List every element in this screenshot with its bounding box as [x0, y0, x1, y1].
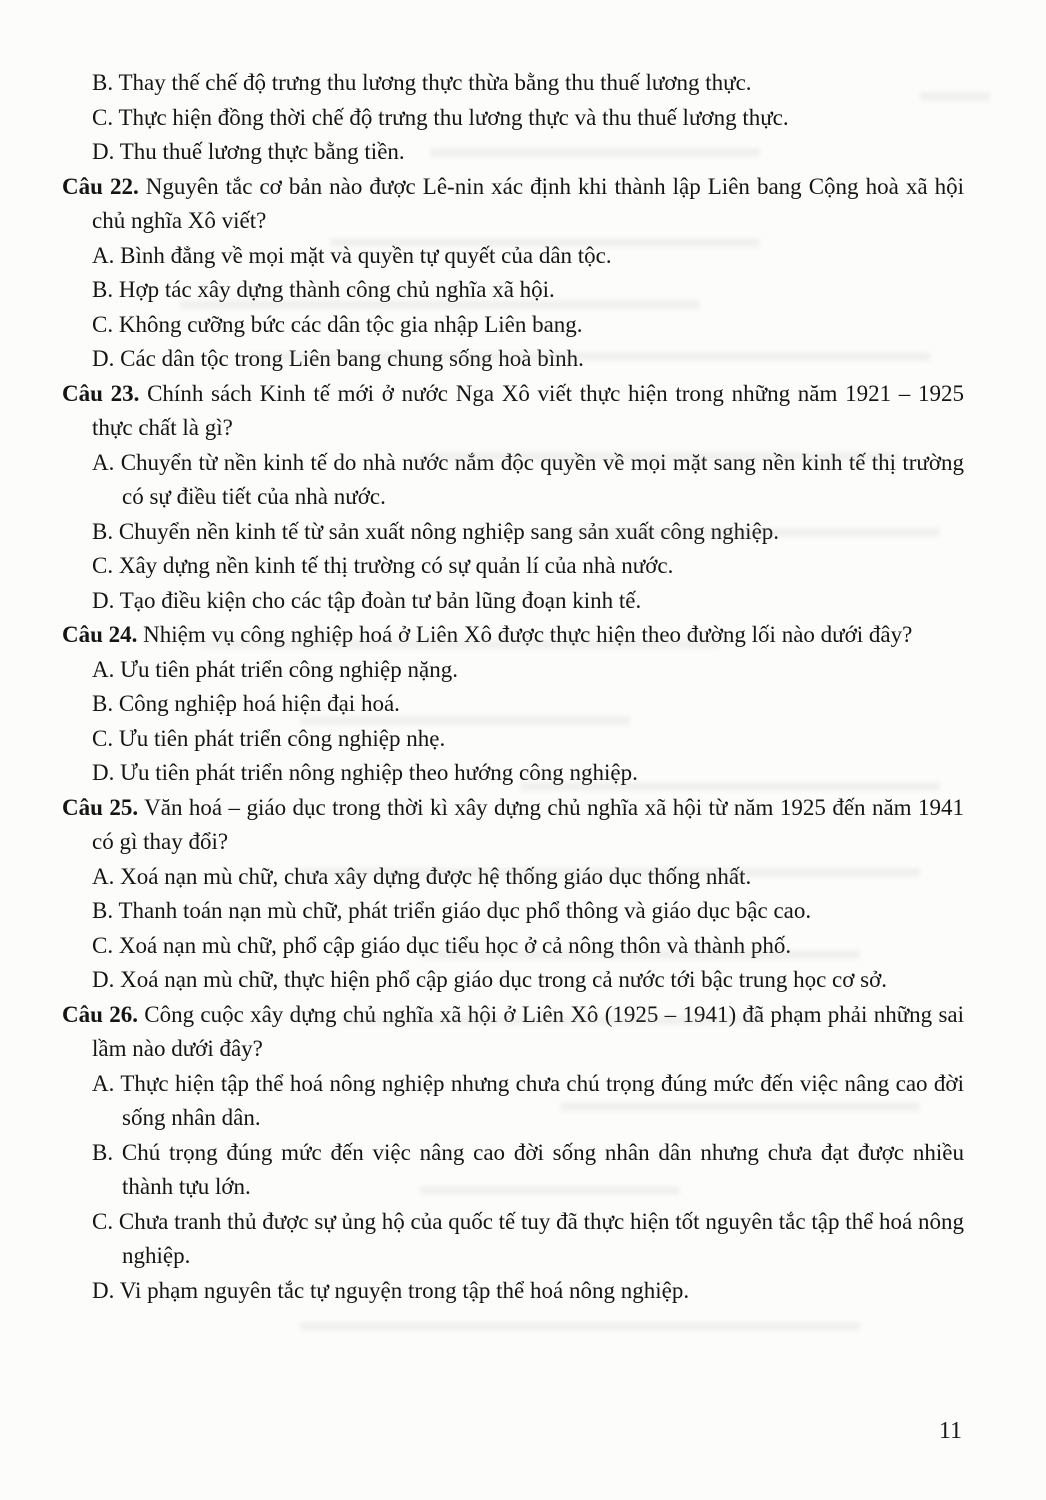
option-letter: C.: [92, 725, 114, 751]
answer-option: [62, 1067, 964, 1136]
option-letter: C.: [92, 311, 114, 337]
option-letter: D.: [92, 346, 115, 371]
option-text: Xoá nạn mù chữ, thực hiện phổ cập giáo dục trong cả nước tới bậc trung học cơ sở.: [120, 967, 888, 992]
answer-option: [62, 549, 964, 584]
option-text: Thay thế chế độ trưng thu lương thực thừa bằng thu thuế lương thực.: [118, 70, 752, 95]
option-text: Ưu tiên phát triển nông nghiệp theo hướng công nghiệp.: [120, 760, 638, 785]
question-text: Văn hoá – giáo dục trong thời kì xây dựng chủ nghĩa xã hội từ năm 1925 đến năm 1941 có gì thay đổi?: [92, 794, 964, 854]
option-letter: A.: [92, 656, 115, 682]
answer-option: [62, 756, 964, 791]
option-letter: A.: [92, 242, 115, 268]
option-text: Ưu tiên phát triển công nghiệp nặng.: [120, 656, 458, 682]
answer-option: [62, 722, 964, 757]
answer-option: [62, 929, 964, 964]
option-text: Chú trọng đúng mức đến việc nâng cao đời sống nhân dân nhưng chưa đạt được nhiều thành tựu lớn.: [121, 1139, 964, 1199]
option-letter: D.: [92, 967, 115, 992]
option-text: Chưa tranh thủ được sự ủng hộ của quốc tế tuy đã thực hiện tốt nguyên tắc tập thể hoá nông nghiệp.: [118, 1208, 965, 1268]
option-letter: B.: [92, 70, 114, 95]
question-text: Chính sách Kinh tế mới ở nước Nga Xô viết thực hiện trong những năm 1921 – 1925 thực chất là gì?: [92, 380, 965, 440]
option-text: Công nghiệp hoá hiện đại hoá.: [118, 691, 400, 716]
option-text: Vi phạm nguyên tắc tự nguyện trong tập thể hoá nông nghiệp.: [119, 1277, 690, 1303]
option-text: Tạo điều kiện cho các tập đoàn tư bản lũng đoạn kinh tế.: [119, 587, 642, 613]
answer-option: [62, 860, 964, 895]
option-letter: C.: [92, 104, 114, 130]
answer-option: [62, 446, 964, 515]
answer-option: [62, 1205, 964, 1274]
option-letter: D.: [92, 1277, 115, 1303]
question: [62, 377, 964, 446]
option-text: Hợp tác xây dựng thành công chủ nghĩa xã hội.: [118, 277, 555, 302]
answer-option: [62, 963, 964, 998]
page-number: 11: [938, 1418, 962, 1444]
option-text: Thanh toán nạn mù chữ, phát triển giáo dục phổ thông và giáo dục bậc cao.: [118, 898, 812, 923]
option-letter: C.: [92, 1208, 114, 1234]
answer-option: [62, 342, 964, 377]
option-letter: B.: [92, 518, 114, 544]
question: [62, 791, 964, 860]
question-text: Nguyên tắc cơ bản nào được Lê-nin xác định khi thành lập Liên bang Cộng hoà xã hội chủ nghĩa Xô viết?: [92, 173, 964, 233]
option-text: Thu thuế lương thực bằng tiền.: [119, 139, 405, 164]
option-letter: B.: [92, 1139, 114, 1165]
question-number: Câu 24.: [62, 622, 138, 647]
option-letter: A.: [92, 449, 115, 475]
option-text: Xoá nạn mù chữ, chưa xây dựng được hệ thống giáo dục thống nhất.: [120, 863, 752, 889]
option-text: Chuyển từ nền kinh tế do nhà nước nắm độc quyền về mọi mặt sang nền kinh tế thị trường có sự điều tiết của nhà nước.: [120, 449, 964, 509]
answer-option: [62, 1136, 964, 1205]
option-letter: B.: [92, 898, 114, 923]
option-text: Chuyển nền kinh tế từ sản xuất nông nghiệp sang sản xuất công nghiệp.: [118, 518, 780, 544]
answer-option: [62, 239, 964, 274]
answer-option: [62, 1274, 964, 1309]
option-letter: B.: [92, 277, 114, 302]
option-text: Các dân tộc trong Liên bang chung sống hoà bình.: [120, 346, 584, 371]
option-text: Không cưỡng bức các dân tộc gia nhập Liên bang.: [118, 311, 583, 337]
option-letter: A.: [92, 1070, 115, 1096]
answer-option: [62, 135, 964, 170]
option-letter: D.: [92, 139, 115, 164]
question-number: Câu 25.: [62, 794, 139, 820]
answer-option: [62, 273, 964, 308]
answer-option: [62, 66, 964, 101]
option-text: Ưu tiên phát triển công nghiệp nhẹ.: [118, 725, 446, 751]
question: [62, 170, 964, 239]
question-text: Nhiệm vụ công nghiệp hoá ở Liên Xô được thực hiện theo đường lối nào dưới đây?: [143, 622, 913, 647]
option-letter: B.: [92, 691, 114, 716]
option-letter: D.: [92, 587, 115, 613]
option-letter: C.: [92, 932, 114, 958]
answer-option: [62, 308, 964, 343]
question-text: Công cuộc xây dựng chủ nghĩa xã hội ở Liên Xô (1925 – 1941) đã phạm phải những sai lầm nào dưới đây?: [92, 1001, 965, 1061]
answer-option: [62, 894, 964, 929]
answer-option: [62, 653, 964, 688]
option-letter: D.: [92, 760, 115, 785]
answer-option: [62, 687, 964, 722]
option-text: Thực hiện tập thể hoá nông nghiệp nhưng chưa chú trọng đúng mức đến việc nâng cao đời sống nhân dân.: [120, 1070, 964, 1130]
answer-option: [62, 584, 964, 619]
option-text: Thực hiện đồng thời chế độ trưng thu lương thực và thu thuế lương thực.: [118, 104, 789, 130]
option-text: Xây dựng nền kinh tế thị trường có sự quản lí của nhà nước.: [118, 553, 674, 578]
question: [62, 998, 964, 1067]
question-number: Câu 26.: [62, 1001, 138, 1027]
question-number: Câu 23.: [62, 380, 140, 406]
option-letter: C.: [92, 553, 114, 578]
option-letter: A.: [92, 863, 115, 889]
option-text: Xoá nạn mù chữ, phổ cập giáo dục tiểu học ở cả nông thôn và thành phố.: [118, 932, 792, 958]
question: [62, 618, 964, 653]
answer-option: [62, 515, 964, 550]
question-number: Câu 22.: [62, 173, 139, 199]
answer-option: [62, 101, 964, 136]
option-text: Bình đẳng về mọi mặt và quyền tự quyết của dân tộc.: [120, 242, 612, 268]
